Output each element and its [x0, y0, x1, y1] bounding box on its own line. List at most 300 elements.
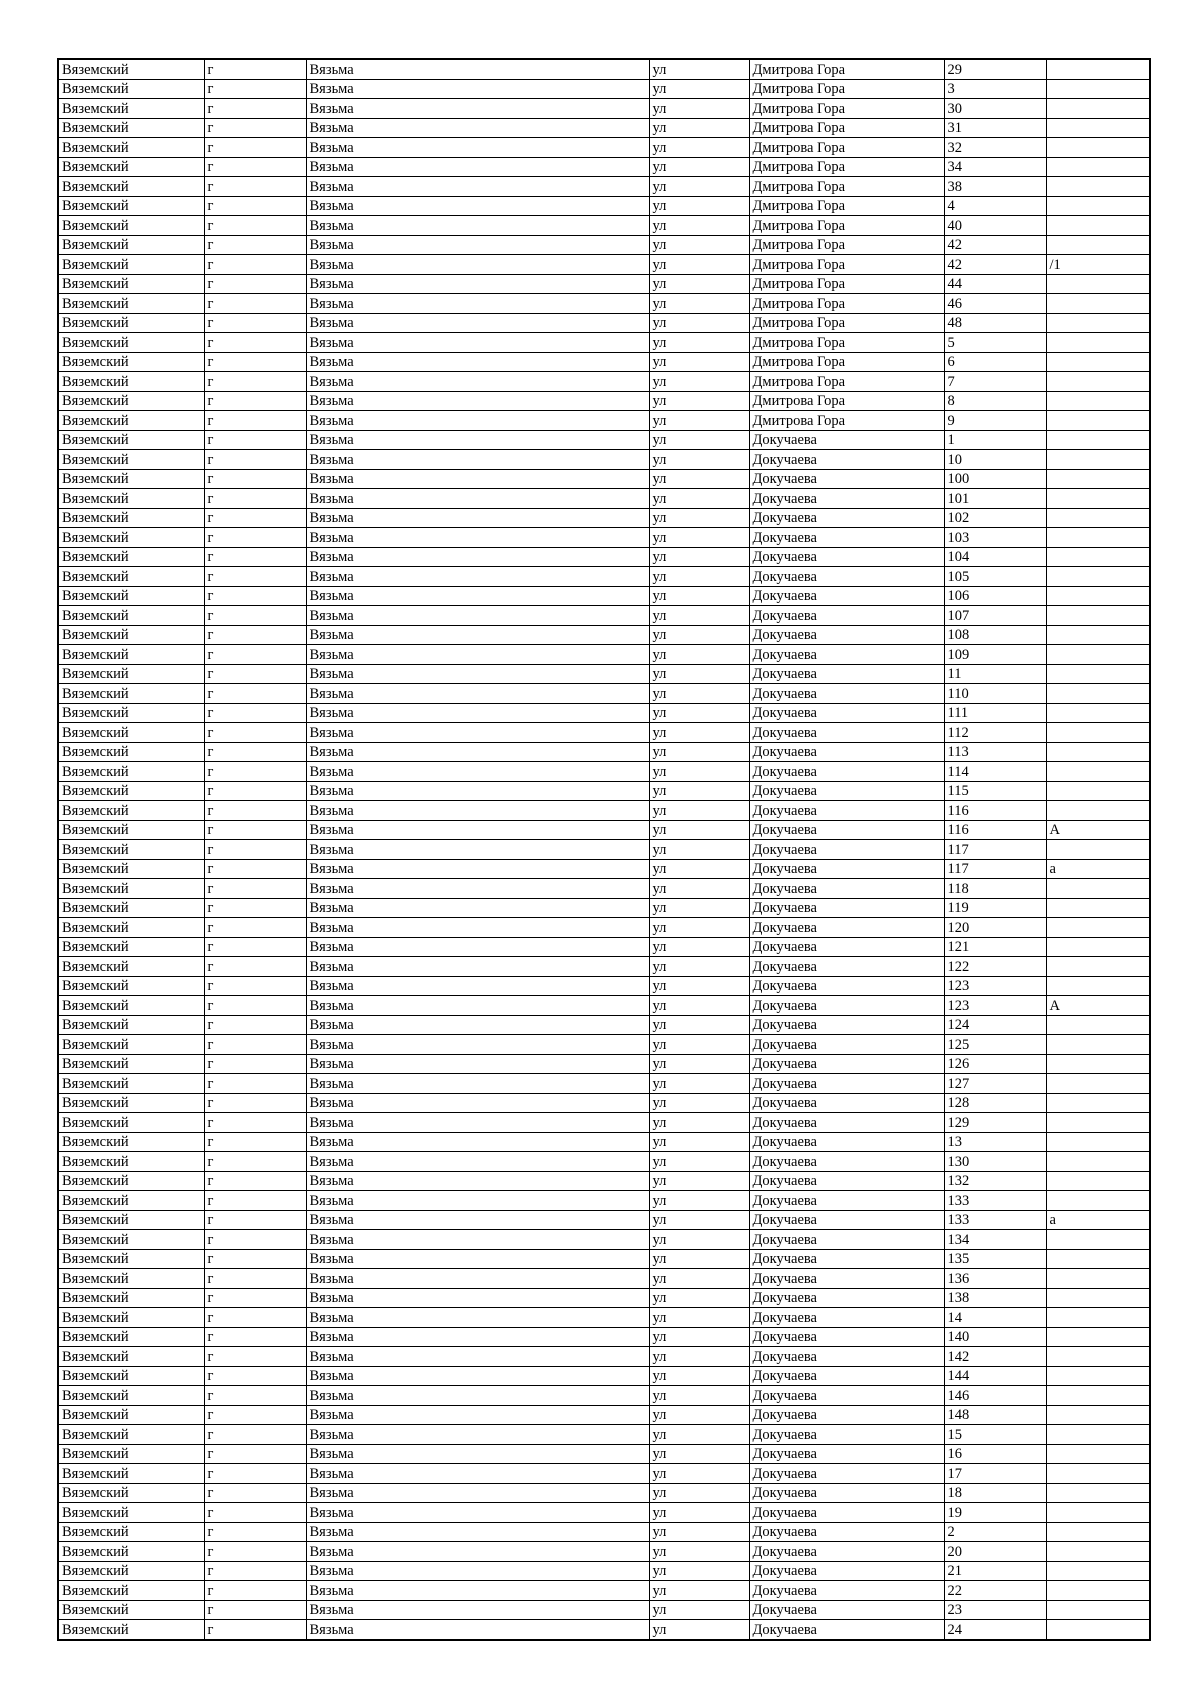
house-number-cell: 123: [944, 976, 1046, 996]
settlement-type-cell: г: [204, 196, 306, 216]
house-suffix-cell: [1046, 1620, 1150, 1640]
district-cell: Вяземский: [58, 1035, 204, 1055]
settlement-type-cell: г: [204, 469, 306, 489]
street-cell: Дмитрова Гора: [749, 352, 944, 372]
street-type-cell: ул: [649, 1600, 749, 1620]
street-cell: Докучаева: [749, 1464, 944, 1484]
house-number-cell: 30: [944, 99, 1046, 119]
table-row: [58, 372, 1150, 392]
street-cell: Докучаева: [749, 489, 944, 509]
table-row: [58, 1561, 1150, 1581]
district-cell: Вяземский: [58, 625, 204, 645]
house-number-cell: 107: [944, 606, 1046, 626]
settlement-cell: Вязьма: [306, 1386, 649, 1406]
street-cell: Дмитрова Гора: [749, 294, 944, 314]
street-cell: Докучаева: [749, 762, 944, 782]
house-suffix-cell: [1046, 313, 1150, 333]
street-type-cell: ул: [649, 1542, 749, 1562]
district-cell: Вяземский: [58, 508, 204, 528]
street-type-cell: ул: [649, 1015, 749, 1035]
district-cell: Вяземский: [58, 742, 204, 762]
settlement-cell: Вязьма: [306, 1249, 649, 1269]
house-number-cell: 5: [944, 333, 1046, 353]
district-cell: Вяземский: [58, 79, 204, 99]
settlement-cell: Вязьма: [306, 937, 649, 957]
table-row: [58, 1600, 1150, 1620]
table-row: [58, 1464, 1150, 1484]
table-row: [58, 294, 1150, 314]
street-type-cell: ул: [649, 177, 749, 197]
street-type-cell: ул: [649, 1483, 749, 1503]
street-type-cell: ул: [649, 372, 749, 392]
settlement-cell: Вязьма: [306, 1483, 649, 1503]
house-suffix-cell: [1046, 469, 1150, 489]
street-cell: Докучаева: [749, 1171, 944, 1191]
street-cell: Дмитрова Гора: [749, 118, 944, 138]
house-number-cell: 48: [944, 313, 1046, 333]
street-type-cell: ул: [649, 1366, 749, 1386]
settlement-cell: Вязьма: [306, 489, 649, 509]
street-cell: Докучаева: [749, 1230, 944, 1250]
table-row: [58, 1308, 1150, 1328]
district-cell: Вяземский: [58, 255, 204, 275]
street-type-cell: ул: [649, 606, 749, 626]
house-suffix-cell: а: [1046, 1210, 1150, 1230]
table-row: [58, 216, 1150, 236]
settlement-cell: Вязьма: [306, 840, 649, 860]
house-number-cell: 148: [944, 1405, 1046, 1425]
street-cell: Докучаева: [749, 1308, 944, 1328]
table-row: [58, 333, 1150, 353]
table-row: [58, 762, 1150, 782]
street-type-cell: ул: [649, 801, 749, 821]
street-cell: Докучаева: [749, 1483, 944, 1503]
house-suffix-cell: [1046, 645, 1150, 665]
settlement-type-cell: г: [204, 1483, 306, 1503]
table-row: [58, 1425, 1150, 1445]
street-cell: Дмитрова Гора: [749, 196, 944, 216]
house-number-cell: 101: [944, 489, 1046, 509]
district-cell: Вяземский: [58, 606, 204, 626]
settlement-cell: Вязьма: [306, 1054, 649, 1074]
settlement-cell: Вязьма: [306, 99, 649, 119]
house-number-cell: 138: [944, 1288, 1046, 1308]
settlement-type-cell: г: [204, 1308, 306, 1328]
house-suffix-cell: [1046, 1386, 1150, 1406]
settlement-type-cell: г: [204, 177, 306, 197]
settlement-type-cell: г: [204, 1464, 306, 1484]
table-row: [58, 1620, 1150, 1640]
house-suffix-cell: [1046, 976, 1150, 996]
house-number-cell: 22: [944, 1581, 1046, 1601]
table-row: [58, 1230, 1150, 1250]
district-cell: Вяземский: [58, 996, 204, 1016]
table-row: [58, 255, 1150, 275]
settlement-cell: Вязьма: [306, 645, 649, 665]
settlement-type-cell: г: [204, 859, 306, 879]
house-number-cell: 9: [944, 411, 1046, 431]
district-cell: Вяземский: [58, 1191, 204, 1211]
settlement-cell: Вязьма: [306, 1230, 649, 1250]
house-number-cell: 116: [944, 820, 1046, 840]
settlement-cell: Вязьма: [306, 1503, 649, 1523]
district-cell: Вяземский: [58, 411, 204, 431]
street-type-cell: ул: [649, 820, 749, 840]
house-suffix-cell: [1046, 1113, 1150, 1133]
settlement-cell: Вязьма: [306, 996, 649, 1016]
street-cell: Докучаева: [749, 1600, 944, 1620]
house-number-cell: 32: [944, 138, 1046, 158]
table-row: [58, 391, 1150, 411]
district-cell: Вяземский: [58, 1522, 204, 1542]
table-row: [58, 918, 1150, 938]
settlement-type-cell: г: [204, 840, 306, 860]
table-row: [58, 1405, 1150, 1425]
house-suffix-cell: [1046, 372, 1150, 392]
house-number-cell: 24: [944, 1620, 1046, 1640]
street-cell: Докучаева: [749, 625, 944, 645]
house-number-cell: 125: [944, 1035, 1046, 1055]
house-suffix-cell: [1046, 391, 1150, 411]
street-type-cell: ул: [649, 879, 749, 899]
settlement-cell: Вязьма: [306, 664, 649, 684]
street-type-cell: ул: [649, 59, 749, 79]
street-cell: Докучаева: [749, 1386, 944, 1406]
settlement-type-cell: г: [204, 294, 306, 314]
house-suffix-cell: [1046, 1035, 1150, 1055]
street-cell: Докучаева: [749, 1288, 944, 1308]
house-suffix-cell: [1046, 664, 1150, 684]
settlement-cell: Вязьма: [306, 1269, 649, 1289]
house-suffix-cell: [1046, 1171, 1150, 1191]
settlement-cell: Вязьма: [306, 1191, 649, 1211]
district-cell: Вяземский: [58, 333, 204, 353]
table-row: [58, 235, 1150, 255]
settlement-cell: Вязьма: [306, 372, 649, 392]
district-cell: Вяземский: [58, 118, 204, 138]
settlement-type-cell: г: [204, 1074, 306, 1094]
settlement-type-cell: г: [204, 235, 306, 255]
district-cell: Вяземский: [58, 391, 204, 411]
settlement-type-cell: г: [204, 138, 306, 158]
house-suffix-cell: [1046, 684, 1150, 704]
street-type-cell: ул: [649, 450, 749, 470]
street-type-cell: ул: [649, 391, 749, 411]
house-suffix-cell: [1046, 274, 1150, 294]
settlement-cell: Вязьма: [306, 157, 649, 177]
street-cell: Докучаева: [749, 1132, 944, 1152]
street-cell: Докучаева: [749, 1093, 944, 1113]
settlement-cell: Вязьма: [306, 567, 649, 587]
settlement-type-cell: г: [204, 879, 306, 899]
house-number-cell: 116: [944, 801, 1046, 821]
street-type-cell: ул: [649, 1093, 749, 1113]
settlement-cell: Вязьма: [306, 1210, 649, 1230]
house-number-cell: 133: [944, 1191, 1046, 1211]
street-type-cell: ул: [649, 1210, 749, 1230]
district-cell: Вяземский: [58, 1249, 204, 1269]
house-number-cell: 127: [944, 1074, 1046, 1094]
table-row: [58, 1444, 1150, 1464]
table-row: [58, 664, 1150, 684]
district-cell: Вяземский: [58, 664, 204, 684]
street-type-cell: ул: [649, 1386, 749, 1406]
table-row: [58, 1288, 1150, 1308]
street-type-cell: ул: [649, 1581, 749, 1601]
street-type-cell: ул: [649, 742, 749, 762]
settlement-type-cell: г: [204, 781, 306, 801]
district-cell: Вяземский: [58, 274, 204, 294]
street-cell: Дмитрова Гора: [749, 313, 944, 333]
settlement-cell: Вязьма: [306, 430, 649, 450]
table-row: [58, 1171, 1150, 1191]
settlement-cell: Вязьма: [306, 781, 649, 801]
table-row: [58, 1503, 1150, 1523]
settlement-type-cell: г: [204, 723, 306, 743]
house-number-cell: 38: [944, 177, 1046, 197]
street-cell: Докучаева: [749, 1444, 944, 1464]
settlement-cell: Вязьма: [306, 1405, 649, 1425]
settlement-cell: Вязьма: [306, 352, 649, 372]
table-row: [58, 1210, 1150, 1230]
settlement-type-cell: г: [204, 1015, 306, 1035]
house-suffix-cell: [1046, 1054, 1150, 1074]
district-cell: Вяземский: [58, 1405, 204, 1425]
settlement-cell: Вязьма: [306, 508, 649, 528]
house-suffix-cell: [1046, 1503, 1150, 1523]
settlement-cell: Вязьма: [306, 196, 649, 216]
settlement-cell: Вязьма: [306, 1542, 649, 1562]
street-cell: Докучаева: [749, 1327, 944, 1347]
house-number-cell: 1: [944, 430, 1046, 450]
street-cell: Докучаева: [749, 703, 944, 723]
house-suffix-cell: [1046, 840, 1150, 860]
house-number-cell: 4: [944, 196, 1046, 216]
table-row: [58, 79, 1150, 99]
table-row: [58, 820, 1150, 840]
settlement-type-cell: г: [204, 1425, 306, 1445]
street-type-cell: ул: [649, 99, 749, 119]
street-cell: Дмитрова Гора: [749, 216, 944, 236]
settlement-type-cell: г: [204, 528, 306, 548]
street-type-cell: ул: [649, 138, 749, 158]
settlement-type-cell: г: [204, 684, 306, 704]
house-suffix-cell: А: [1046, 820, 1150, 840]
settlement-cell: Вязьма: [306, 391, 649, 411]
street-cell: Докучаева: [749, 898, 944, 918]
house-suffix-cell: [1046, 801, 1150, 821]
street-cell: Докучаева: [749, 586, 944, 606]
settlement-type-cell: г: [204, 957, 306, 977]
street-type-cell: ул: [649, 918, 749, 938]
street-type-cell: ул: [649, 547, 749, 567]
settlement-type-cell: г: [204, 1054, 306, 1074]
table-row: [58, 1015, 1150, 1035]
table-row: [58, 625, 1150, 645]
table-row: [58, 859, 1150, 879]
district-cell: Вяземский: [58, 1503, 204, 1523]
house-number-cell: 144: [944, 1366, 1046, 1386]
district-cell: Вяземский: [58, 820, 204, 840]
settlement-type-cell: г: [204, 918, 306, 938]
address-table: [57, 58, 1151, 1641]
street-type-cell: ул: [649, 1074, 749, 1094]
street-type-cell: ул: [649, 1171, 749, 1191]
street-type-cell: ул: [649, 762, 749, 782]
settlement-cell: Вязьма: [306, 411, 649, 431]
street-type-cell: ул: [649, 313, 749, 333]
settlement-cell: Вязьма: [306, 1366, 649, 1386]
house-suffix-cell: [1046, 1483, 1150, 1503]
district-cell: Вяземский: [58, 1483, 204, 1503]
settlement-type-cell: г: [204, 430, 306, 450]
house-number-cell: 123: [944, 996, 1046, 1016]
table-row: [58, 684, 1150, 704]
house-number-cell: 42: [944, 255, 1046, 275]
table-row: [58, 1327, 1150, 1347]
house-suffix-cell: [1046, 1230, 1150, 1250]
settlement-cell: Вязьма: [306, 177, 649, 197]
table-row: [58, 840, 1150, 860]
settlement-type-cell: г: [204, 1366, 306, 1386]
table-row: [58, 1483, 1150, 1503]
table-row: [58, 1386, 1150, 1406]
settlement-cell: Вязьма: [306, 625, 649, 645]
street-cell: Дмитрова Гора: [749, 99, 944, 119]
district-cell: Вяземский: [58, 59, 204, 79]
house-suffix-cell: [1046, 1132, 1150, 1152]
district-cell: Вяземский: [58, 879, 204, 899]
street-cell: Докучаева: [749, 430, 944, 450]
street-cell: Докучаева: [749, 879, 944, 899]
settlement-type-cell: г: [204, 1327, 306, 1347]
house-number-cell: 135: [944, 1249, 1046, 1269]
street-cell: Докучаева: [749, 508, 944, 528]
street-type-cell: ул: [649, 684, 749, 704]
table-row: [58, 1269, 1150, 1289]
house-number-cell: 104: [944, 547, 1046, 567]
settlement-cell: Вязьма: [306, 1425, 649, 1445]
settlement-type-cell: г: [204, 820, 306, 840]
street-type-cell: ул: [649, 235, 749, 255]
district-cell: Вяземский: [58, 352, 204, 372]
settlement-type-cell: г: [204, 450, 306, 470]
street-type-cell: ул: [649, 723, 749, 743]
district-cell: Вяземский: [58, 859, 204, 879]
street-cell: Докучаева: [749, 1054, 944, 1074]
street-cell: Докучаева: [749, 1210, 944, 1230]
street-type-cell: ул: [649, 1347, 749, 1367]
house-number-cell: 44: [944, 274, 1046, 294]
street-cell: Докучаева: [749, 664, 944, 684]
settlement-cell: Вязьма: [306, 820, 649, 840]
house-suffix-cell: [1046, 157, 1150, 177]
street-type-cell: ул: [649, 430, 749, 450]
settlement-type-cell: г: [204, 547, 306, 567]
house-number-cell: 18: [944, 1483, 1046, 1503]
street-cell: Докучаева: [749, 469, 944, 489]
settlement-type-cell: г: [204, 1035, 306, 1055]
house-number-cell: 11: [944, 664, 1046, 684]
house-suffix-cell: [1046, 118, 1150, 138]
house-suffix-cell: [1046, 1327, 1150, 1347]
house-number-cell: 140: [944, 1327, 1046, 1347]
house-suffix-cell: [1046, 1308, 1150, 1328]
table-row: [58, 196, 1150, 216]
house-suffix-cell: [1046, 177, 1150, 197]
house-number-cell: 20: [944, 1542, 1046, 1562]
house-suffix-cell: [1046, 1249, 1150, 1269]
street-type-cell: ул: [649, 859, 749, 879]
district-cell: Вяземский: [58, 1152, 204, 1172]
district-cell: Вяземский: [58, 450, 204, 470]
district-cell: Вяземский: [58, 99, 204, 119]
house-suffix-cell: [1046, 1464, 1150, 1484]
settlement-cell: Вязьма: [306, 1327, 649, 1347]
settlement-type-cell: г: [204, 157, 306, 177]
street-cell: Докучаева: [749, 1542, 944, 1562]
table-row: [58, 1035, 1150, 1055]
house-number-cell: 130: [944, 1152, 1046, 1172]
settlement-type-cell: г: [204, 99, 306, 119]
settlement-type-cell: г: [204, 976, 306, 996]
house-suffix-cell: [1046, 918, 1150, 938]
district-cell: Вяземский: [58, 177, 204, 197]
house-number-cell: 121: [944, 937, 1046, 957]
street-cell: Докучаева: [749, 1405, 944, 1425]
house-number-cell: 124: [944, 1015, 1046, 1035]
table-row: [58, 1132, 1150, 1152]
table-row: [58, 508, 1150, 528]
house-number-cell: 119: [944, 898, 1046, 918]
house-suffix-cell: [1046, 547, 1150, 567]
district-cell: Вяземский: [58, 528, 204, 548]
settlement-cell: Вязьма: [306, 118, 649, 138]
district-cell: Вяземский: [58, 547, 204, 567]
table-row: [58, 567, 1150, 587]
street-type-cell: ул: [649, 255, 749, 275]
settlement-type-cell: г: [204, 1522, 306, 1542]
table-row: [58, 352, 1150, 372]
district-cell: Вяземский: [58, 567, 204, 587]
table-row: [58, 450, 1150, 470]
street-cell: Докучаева: [749, 1503, 944, 1523]
house-suffix-cell: [1046, 742, 1150, 762]
settlement-type-cell: г: [204, 801, 306, 821]
district-cell: Вяземский: [58, 1327, 204, 1347]
settlement-cell: Вязьма: [306, 274, 649, 294]
district-cell: Вяземский: [58, 1600, 204, 1620]
house-number-cell: 15: [944, 1425, 1046, 1445]
street-type-cell: ул: [649, 157, 749, 177]
street-cell: Докучаева: [749, 1035, 944, 1055]
settlement-type-cell: г: [204, 996, 306, 1016]
settlement-type-cell: г: [204, 1171, 306, 1191]
street-cell: Дмитрова Гора: [749, 274, 944, 294]
settlement-type-cell: г: [204, 1347, 306, 1367]
street-cell: Докучаева: [749, 976, 944, 996]
settlement-cell: Вязьма: [306, 723, 649, 743]
settlement-type-cell: г: [204, 1581, 306, 1601]
district-cell: Вяземский: [58, 1288, 204, 1308]
settlement-cell: Вязьма: [306, 469, 649, 489]
settlement-type-cell: г: [204, 411, 306, 431]
settlement-cell: Вязьма: [306, 1171, 649, 1191]
settlement-cell: Вязьма: [306, 1132, 649, 1152]
district-cell: Вяземский: [58, 1113, 204, 1133]
district-cell: Вяземский: [58, 762, 204, 782]
house-number-cell: 2: [944, 1522, 1046, 1542]
